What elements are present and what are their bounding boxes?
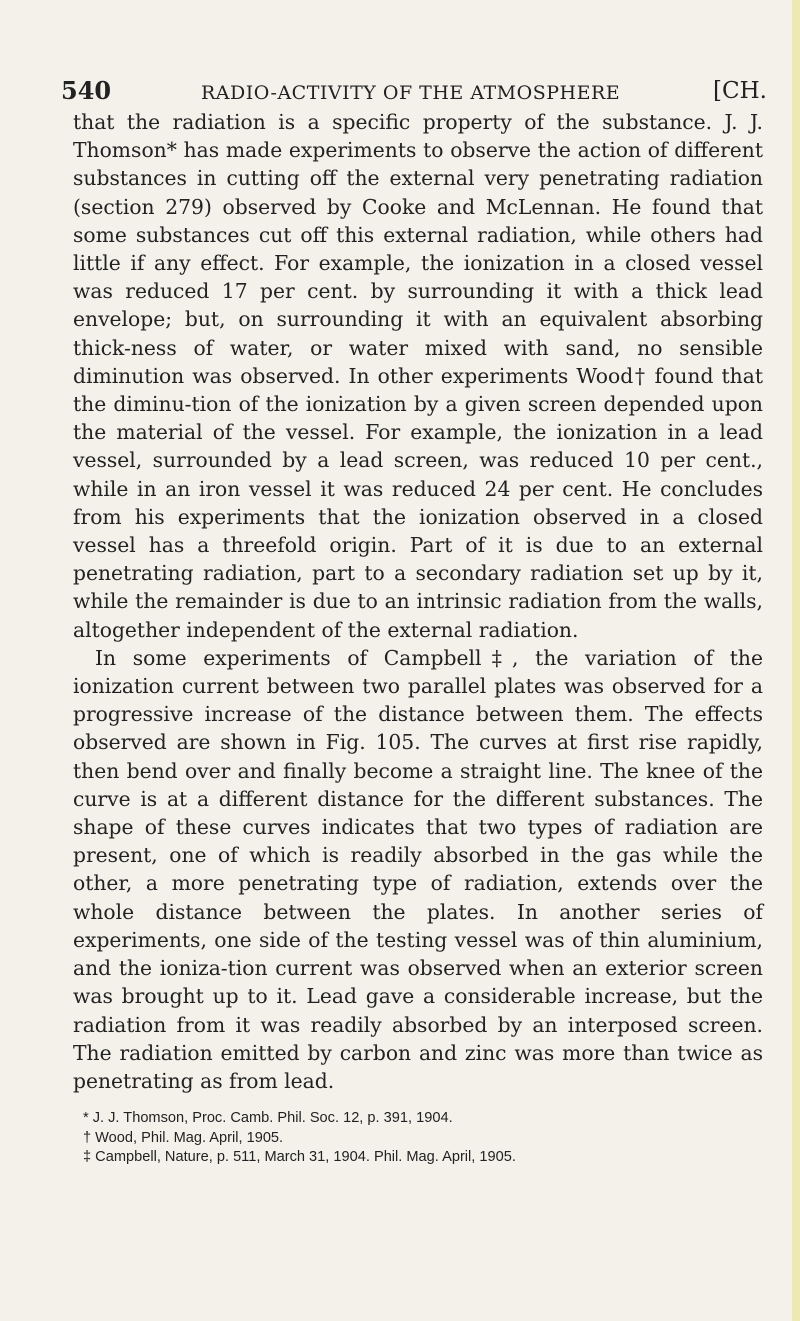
chapter-mark: [CH.	[713, 78, 767, 104]
page-header	[61, 72, 767, 108]
page-edge-stain	[792, 0, 800, 1321]
paragraph-2-text: In some experiments of Campbell‡, the variation of the ionization current between two parallel plates was observed for a progressive increase of the distance between them. The effects observed are shown in Fig. 105. The curves at first rise rapidly, then bend over and finally become a straight line. The knee of the curve is at a different distance for the different substances. The shape of these curves indicates that two types of radiation are present, one of which is readily absorbed in the gas while the other, a more penetrating type of radiation, extends over the whole distance between the plates. In another series of experiments, one side of the testing vessel was of thin aluminium, and the ioniza-tion current was observed when an exterior screen was brought up to it. Lead gave a considerable increase, but the radiation from it was readily absorbed by an interposed screen. The radiation emitted by carbon and zinc was more than twice as penetrating as from lead.	[73, 645, 763, 1093]
book-page	[61, 72, 767, 1168]
footnote-3: ‡ Campbell, Nature, p. 511, March 31, 1904. Phil. Mag. April, 1905.	[83, 1149, 516, 1166]
paragraph-1: that the radiation is a specific property of the substance. J. J. Thomson* has made experiments to observe the action of different substances in cutting off the external very penetrating radiation (section 279) observed by Cooke and McLennan. He found that some substances cut off this external radiation, while others had little if any effect. For example, the ionization in a closed vessel was reduced 17 per cent. by surrounding it with a thick lead envelope; but, on surrounding it with an equivalent absorbing thick-ness of water, or water mixed with sand, no sensible diminution was observed. In other experiments Wood† found that the diminu-tion of the ionization by a given screen depended upon the material of the vessel. For example, the ionization in a lead vessel, surrounded by a lead screen, was reduced 10 per cent., while in an iron vessel it was reduced 24 per cent. He concludes from his experiments that the ionization observed in a closed vessel has a threefold origin. Part of it is due to an external penetrating radiation, part to a secondary radiation set up by it, while the remainder is due to an intrinsic radiation from the walls, altogether independent of the external radiation.	[73, 110, 763, 642]
page-number: 540	[61, 76, 112, 105]
running-head: RADIO-ACTIVITY OF THE ATMOSPHERE	[201, 82, 621, 104]
footnote-1: * J. J. Thomson, Proc. Camb. Phil. Soc. 12, p. 391, 1904.	[83, 1110, 453, 1127]
footnotes	[73, 1109, 763, 1168]
paragraph-2	[73, 644, 763, 1095]
footnote-2: † Wood, Phil. Mag. April, 1905.	[83, 1129, 284, 1146]
